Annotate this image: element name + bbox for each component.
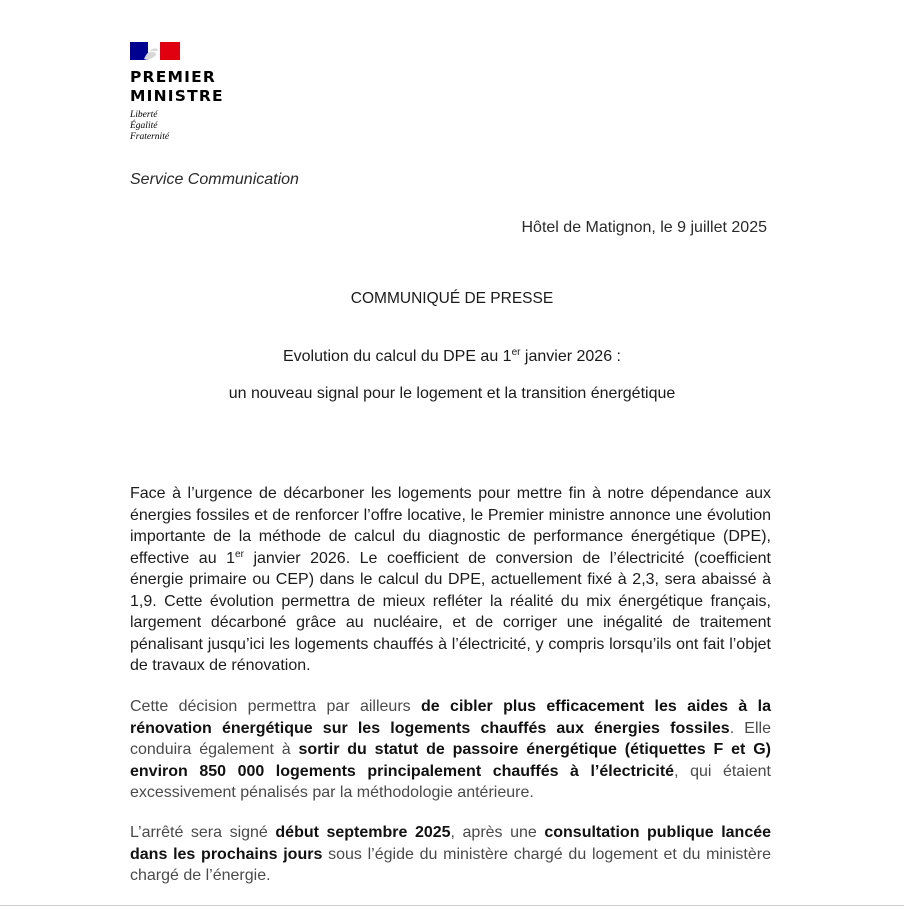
paragraph-2-highlight-2: sortir du statut de passoire énergétique (étiquettes F et G) environ 850 000 logements principalement chauffés à l’électricité <box>130 741 771 780</box>
paragraph-3-highlight: consultation publique lancée dans les prochains jours <box>130 824 772 863</box>
paragraph-1-text-end: janvier 2026. Le coefficient de conversion de l’électricité (coefficient énergie primaire ou CEP) dans le calcul du DPE, actuellement fixé à 2,3, sera abaissé à 1,9. Cette évolution permettra de mieux refléter la réalité du mix énergétique français, largement décarboné grâce au nucléaire, et de corriger une inégalité de traitement pénalisant jusqu’ici les logements chauffés à l’électricité, y compris lorsqu’ils ont fait l’objet de travaux de rénovation. <box>130 549 771 674</box>
paragraph-1 <box>130 483 771 677</box>
page-bottom-divider <box>0 905 904 906</box>
paragraph-2-highlight-1: de cibler plus efficacement les aides à la rénovation énergétique sur les logements chauffés aux énergies fossiles <box>130 698 772 737</box>
motto-fraternite: Fraternité <box>130 132 170 142</box>
paragraph-2-end: , qui étaient excessivement pénalisés par la méthodologie antérieure. <box>130 762 771 801</box>
government-logo <box>130 42 270 143</box>
paragraph-3-end: sous l’égide du ministère chargé du logement et du ministère chargé de l’énergie. <box>130 845 772 884</box>
subtitle-ordinal: er <box>511 347 521 358</box>
paragraph-1-ordinal: er <box>235 548 244 560</box>
dateline: Hôtel de Matignon, le 9 juillet 2025 <box>521 219 767 236</box>
logo-line-premier: PREMIER <box>130 68 216 86</box>
page-title: COMMUNIQUÉ DE PRESSE <box>350 290 554 307</box>
paragraph-3-date: début septembre 2025 <box>275 824 451 841</box>
paragraph-2-middle: . Elle conduira également à <box>130 719 771 758</box>
subtitle-text-end: janvier 2026 : <box>520 348 621 365</box>
service-label: Service Communication <box>130 171 299 188</box>
motto-liberte: Liberté <box>130 110 158 120</box>
paragraph-3-intro: L’arrêté sera signé <box>130 824 276 841</box>
paragraph-1-text: Face à l’urgence de décarboner les logements pour mettre fin à notre dépendance aux énergies fossiles et de renforcer l’offre locative, le Premier ministre annonce une évolution importante de la méthode de calcul du diagnostic de performance énergétique (DPE), effective au 1 <box>130 485 771 567</box>
subtitle-line-2: un nouveau signal pour le logement et la transition énergétique <box>228 385 676 402</box>
republic-motto <box>130 110 270 143</box>
paragraph-3 <box>130 822 771 887</box>
subtitle-text: Evolution du calcul du DPE au 1 <box>282 348 512 365</box>
paragraph-3-middle: , après une <box>450 824 545 841</box>
logo-line-ministre: MINISTRE <box>130 87 224 105</box>
paragraph-2 <box>130 696 771 804</box>
paragraph-2-intro: Cette décision permettra par ailleurs <box>130 698 422 715</box>
motto-egalite: Égalité <box>130 121 158 131</box>
subtitle-line-1 <box>0 348 904 366</box>
marianne-flag-icon <box>130 42 180 60</box>
